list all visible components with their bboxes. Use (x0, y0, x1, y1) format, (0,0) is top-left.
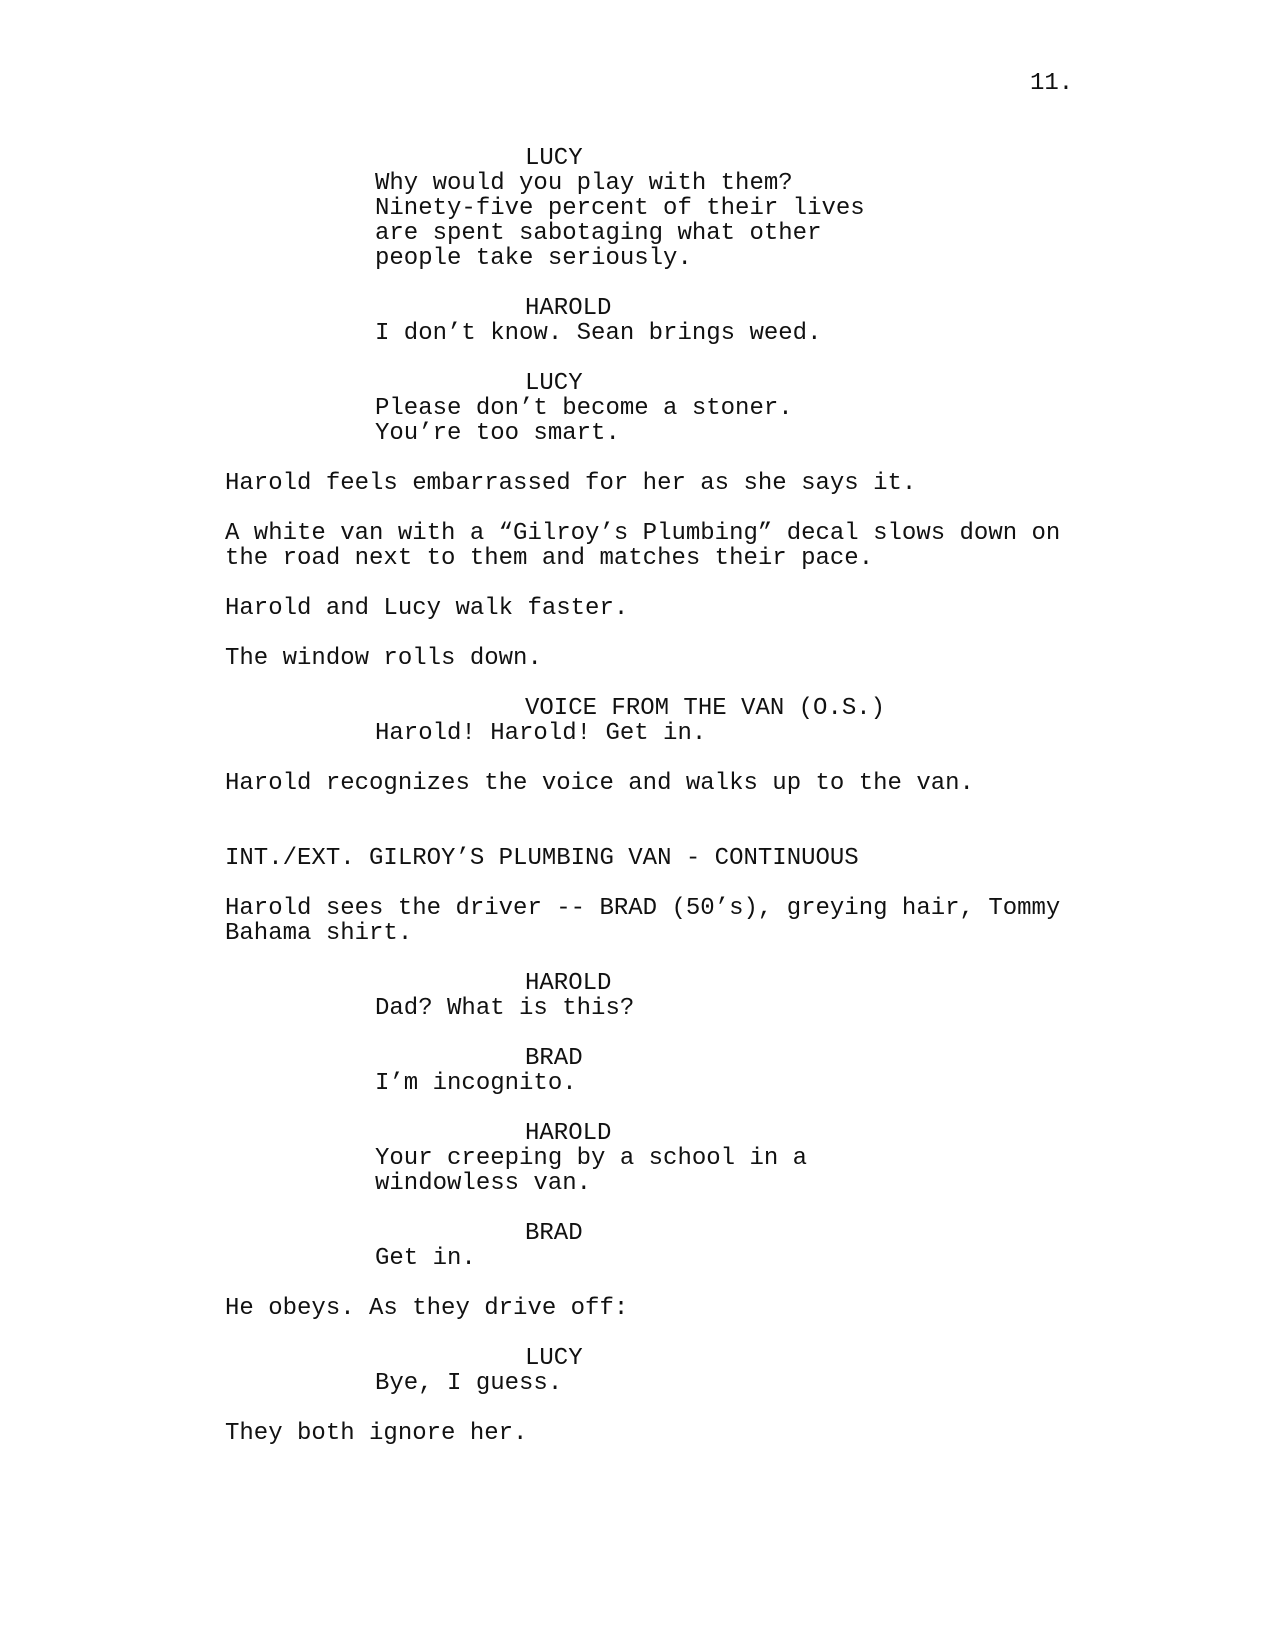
dialogue-text: Dad? What is this? (375, 995, 635, 1022)
character-name: LUCY (525, 1345, 583, 1372)
character-name: VOICE FROM THE VAN (O.S.) (525, 695, 886, 722)
character-name: BRAD (525, 1220, 583, 1247)
dialogue-block (0, 1346, 1275, 1396)
character-name: LUCY (525, 370, 583, 397)
dialogue-block (0, 296, 1275, 346)
scene-heading: INT./EXT. GILROY’S PLUMBING VAN - CONTINUOUS (225, 845, 859, 872)
action-line: Harold recognizes the voice and walks up to the van. (225, 770, 974, 797)
dialogue-block (0, 1121, 1275, 1196)
dialogue-text: Bye, I guess. (375, 1370, 563, 1397)
action-line: Harold sees the driver -- BRAD (50’s), greying hair, Tommy Bahama shirt. (225, 895, 1061, 947)
action-line: He obeys. As they drive off: (225, 1295, 629, 1322)
action-line: Harold and Lucy walk faster. (225, 595, 629, 622)
dialogue-block (0, 696, 1275, 746)
dialogue-text: Please don’t become a stoner. You’re too smart. (375, 395, 793, 447)
dialogue-block (0, 1221, 1275, 1271)
dialogue-text: I don’t know. Sean brings weed. (375, 320, 822, 347)
action-line: The window rolls down. (225, 645, 542, 672)
action-line: A white van with a “Gilroy’s Plumbing” decal slows down on the road next to them and matches their pace. (225, 520, 1061, 572)
page-number: 11. (1030, 70, 1074, 97)
dialogue-text: I’m incognito. (375, 1070, 577, 1097)
dialogue-text: Why would you play with them? Ninety-five percent of their lives are spent sabotaging what other people take seriously. (375, 170, 865, 272)
dialogue-text: Get in. (375, 1245, 476, 1272)
script-body (0, 146, 1275, 1471)
dialogue-block (0, 146, 1275, 271)
action-line: Harold feels embarrassed for her as she says it. (225, 470, 917, 497)
action-line: They both ignore her. (225, 1420, 528, 1447)
character-name: HAROLD (525, 970, 612, 997)
character-name: HAROLD (525, 295, 612, 322)
character-name: BRAD (525, 1045, 583, 1072)
character-name: HAROLD (525, 1120, 612, 1147)
dialogue-text: Your creeping by a school in a windowless van. (375, 1145, 808, 1197)
dialogue-block (0, 371, 1275, 446)
character-name: LUCY (525, 145, 583, 172)
dialogue-block (0, 1046, 1275, 1096)
dialogue-block (0, 971, 1275, 1021)
dialogue-text: Harold! Harold! Get in. (375, 720, 707, 747)
